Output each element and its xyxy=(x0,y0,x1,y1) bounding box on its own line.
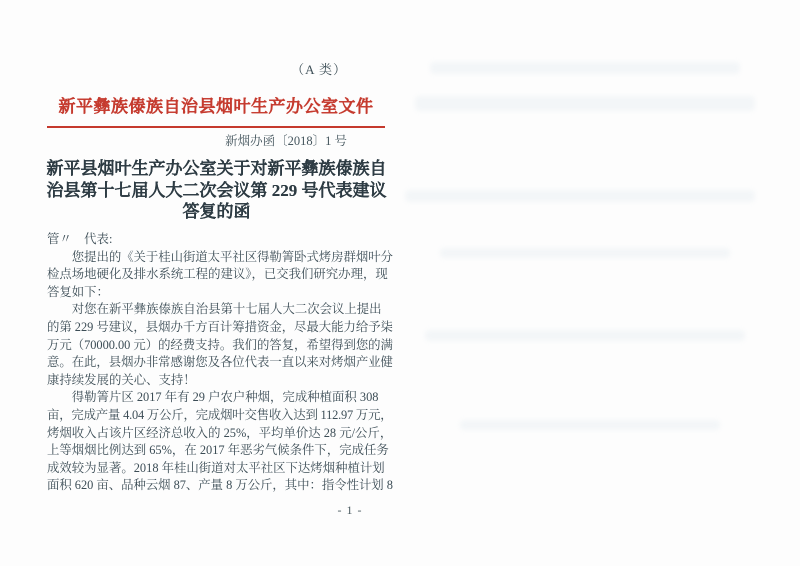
bleed-through-artifact xyxy=(415,96,755,111)
document-reference-number: 新烟办函〔2018〕1 号 xyxy=(225,134,347,148)
body-line: 康持续发展的关心、支持！ xyxy=(47,372,196,387)
body-line: 上等烟烟比例达到 65%，在 2017 年恶劣气候条件下，完成任务 xyxy=(47,443,389,458)
bleed-through-artifact xyxy=(405,190,755,202)
issuer-letterhead-banner: 新平彝族傣族自治县烟叶生产办公室文件 xyxy=(58,97,374,116)
body-line: 得勒箐片区 2017 年有 29 户农户种烟，完成种植面积 308 xyxy=(71,390,379,405)
document-title-line: 新平县烟叶生产办公室关于对新平彝族傣族自 xyxy=(46,159,387,178)
body-line: 成效较为显著。2018 年桂山街道对太平社区下达烤烟种植计划 xyxy=(47,460,385,475)
body-line: 亩，完成产量 4.04 万公斤，完成烟叶交售收入达到 112.97 万元， xyxy=(47,407,393,422)
salutation-line: 管〃 代表: xyxy=(47,232,113,246)
body-line: 万元（70000.00 元）的经费支持。我们的答复，希望得到您的满 xyxy=(47,337,393,352)
bleed-through-artifact xyxy=(440,248,730,258)
document-title-line: 治县第十七届人大二次会议第 229 号代表建议 xyxy=(46,180,387,200)
security-classification-label: （A 类） xyxy=(291,62,347,77)
document-title xyxy=(40,158,393,223)
page-number: - 1 - xyxy=(337,503,363,517)
body-line: 检点场地硬化及排水系统工程的建议》，已交我们研究办理，现 xyxy=(47,267,388,282)
body-line: 对您在新平彝族傣族自治县第十七届人大二次会议上提出 xyxy=(71,302,382,317)
bleed-through-artifact xyxy=(460,420,720,430)
document-title-line: 答复的函 xyxy=(182,202,251,221)
body-text xyxy=(47,231,393,495)
body-line: 面积 620 亩、品种云烟 87、产量 8 万公斤，其中：指令性计划 8 xyxy=(47,478,393,493)
body-line: 您提出的《关于桂山街道太平社区得勒箐卧式烤房群烟叶分 xyxy=(71,249,393,264)
body-line: 的第 229 号建议，县烟办千方百计筹措资金，尽最大能力给予柒 xyxy=(47,319,393,334)
bleed-through-artifact xyxy=(425,330,745,341)
body-line: 意。在此，县烟办非常感谢您及各位代表一直以来对烤烟产业健 xyxy=(47,355,393,370)
body-line: 烤烟收入占该片区经济总收入的 25%，平均单价达 28 元/公斤， xyxy=(47,425,393,440)
letterhead-rule xyxy=(47,126,385,128)
bleed-through-artifact xyxy=(430,62,740,74)
body-line: 答复如下： xyxy=(47,284,109,299)
